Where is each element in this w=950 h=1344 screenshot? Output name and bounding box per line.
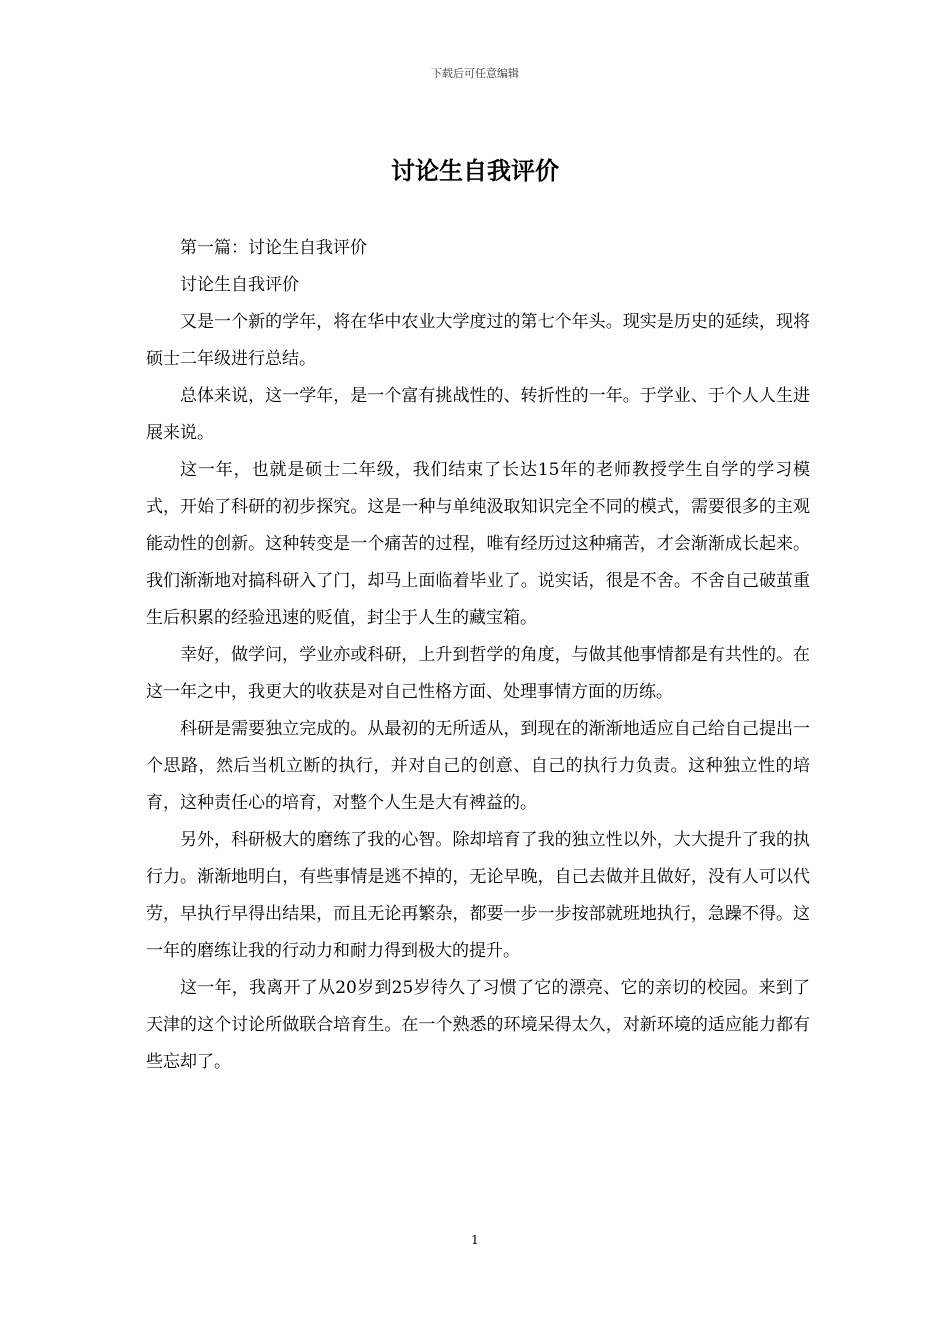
- paragraph: 这一年，我离开了从20岁到25岁待久了习惯了它的漂亮、它的亲切的校园。来到了天津的这个讨论所做联合培育生。在一个熟悉的环境呆得太久，对新环境的适应能力都有些忘却了。: [146, 978, 810, 1072]
- document-title: 讨论生自我评价: [391, 156, 559, 185]
- paragraph: 第一篇：讨论生自我评价: [180, 238, 367, 258]
- page-number: 1: [471, 1233, 479, 1247]
- paragraph: 讨论生自我评价: [180, 275, 299, 295]
- document-body: [146, 230, 810, 1081]
- paragraph: 科研是需要独立完成的。从最初的无所适从，到现在的渐渐地适应自己给自己提出一个思路，然后当机立断的执行，并对自己的创意、自己的执行力负责。这种独立性的培育，这种责任心的培育，对整个人生是大有裨益的。: [146, 719, 810, 813]
- paragraph: 又是一个新的学年，将在华中农业大学度过的第七个年头。现实是历史的延续，现将硕士二年级进行总结。: [146, 312, 810, 369]
- paragraph: 这一年，也就是硕士二年级，我们结束了长达15年的老师教授学生自学的学习模式，开始了科研的初步探究。这是一种与单纯汲取知识完全不同的模式，需要很多的主观能动性的创新。这种转变是一个痛苦的过程，唯有经历过这种痛苦，才会渐渐成长起来。我们渐渐地对搞科研入了门，却马上面临着毕业了。说实话，很是不舍。不舍自己破茧重生后积累的经验迅速的贬值，封尘于人生的藏宝箱。: [146, 460, 810, 628]
- header-note: 下载后可任意编辑: [431, 67, 519, 80]
- paragraph: 幸好，做学问，学业亦或科研，上升到哲学的角度，与做其他事情都是有共性的。在这一年之中，我更大的收获是对自己性格方面、处理事情方面的历练。: [146, 645, 810, 702]
- paragraph: 另外，科研极大的磨练了我的心智。除却培育了我的独立性以外，大大提升了我的执行力。渐渐地明白，有些事情是逃不掉的，无论早晚，自己去做并且做好，没有人可以代劳，早执行早得出结果，而且无论再繁杂，都要一步一步按部就班地执行，急躁不得。这一年的磨练让我的行动力和耐力得到极大的提升。: [146, 830, 810, 961]
- paragraph: 总体来说，这一学年，是一个富有挑战性的、转折性的一年。于学业、于个人人生进展来说。: [146, 386, 810, 443]
